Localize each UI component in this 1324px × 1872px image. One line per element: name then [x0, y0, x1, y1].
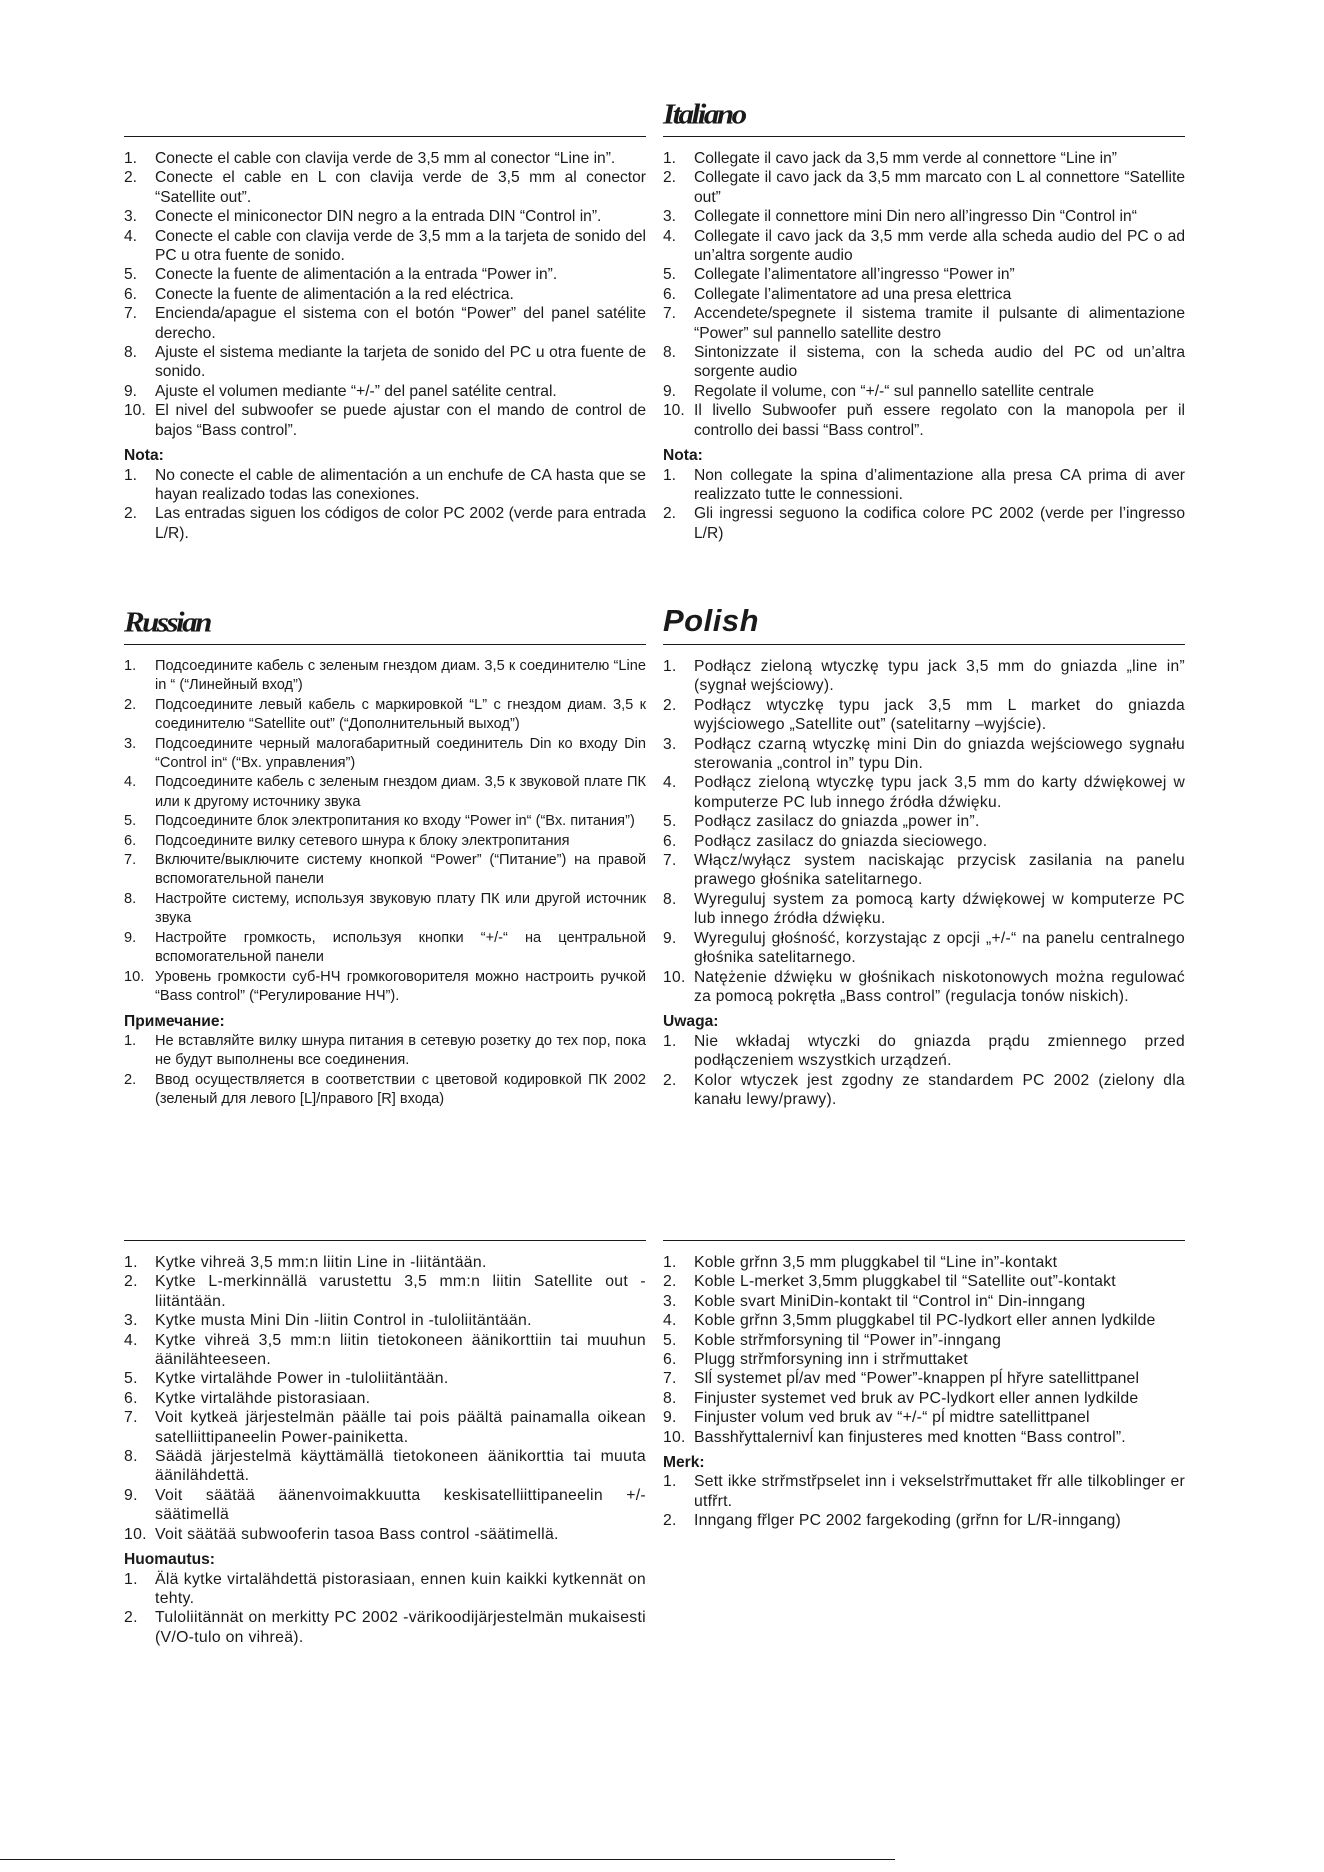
list-item: [663, 968, 1185, 1007]
item-text: Koble L-merket 3,5mm pluggkabel til “Satellite out”-kontakt: [694, 1273, 1116, 1291]
item-number: 9.: [663, 929, 677, 947]
note-list: [124, 466, 646, 544]
list-item: [124, 382, 646, 401]
note-heading: Примечание:: [124, 1013, 225, 1031]
item-text: Kolor wtyczek jest zgodny ze standardem PC 2002 (zielony dla kanału lewy/prawy).: [694, 1071, 1185, 1108]
item-number: 2.: [663, 505, 677, 523]
list-item: [124, 851, 646, 890]
list-item: [663, 1311, 1185, 1330]
item-text: Finjuster volum ved bruk av “+/-“ pĺ midtre satellittpanel: [694, 1409, 1090, 1427]
note-heading: Huomautus:: [124, 1551, 215, 1569]
note-list: [124, 1032, 646, 1110]
item-number: 1.: [663, 1032, 677, 1050]
item-number: 4.: [124, 1331, 138, 1349]
item-number: 10.: [663, 968, 686, 986]
list-item: [124, 207, 646, 226]
note-item: [124, 466, 646, 505]
note-heading: Uwaga:: [663, 1013, 719, 1031]
item-text: Уровень громкости суб-НЧ громкоговорителя можно настроить ручкой “Bass control” (“Регулирование НЧ”).: [155, 968, 646, 1004]
note-list: [663, 1032, 1185, 1110]
section-rule: [124, 136, 646, 137]
list-item: [124, 1311, 646, 1330]
italian-section: [663, 97, 1185, 543]
item-number: 7.: [124, 305, 138, 323]
item-number: 5.: [663, 1331, 677, 1349]
item-text: Kytke virtalähde Power in -tuloliitäntään.: [155, 1370, 449, 1388]
item-number: 10.: [124, 402, 146, 420]
item-text: Podłącz zieloną wtyczkę typu jack 3,5 mm do karty dźwiękowej w komputerze PC lub innego źródła dźwięku.: [694, 774, 1185, 811]
item-text: Voit säätää äänenvoimakkuutta keskisatelliittipaneelin +/- säätimellä: [155, 1486, 646, 1524]
item-text: Koble svart MiniDin-kontakt til “Control in“ Din-inngang: [694, 1292, 1086, 1310]
list-item: [663, 1389, 1185, 1408]
list-item: [124, 1253, 646, 1272]
item-number: 1.: [124, 466, 138, 484]
item-number: 10.: [663, 402, 685, 420]
item-text: Älä kytke virtalähdettä pistorasiaan, ennen kuin kaikki kytkennät on tehty.: [155, 1570, 646, 1607]
list-item: [124, 1331, 646, 1370]
list-item: [663, 401, 1185, 440]
section-rule: [663, 1240, 1185, 1241]
item-number: 2.: [124, 505, 138, 523]
item-number: 5.: [663, 813, 677, 831]
item-text: Настройте систему, используя звуковую плату ПК или другой источник звука: [155, 890, 646, 927]
list-item: [124, 343, 646, 382]
section-title: Russian: [124, 605, 210, 638]
item-number: 1.: [124, 1032, 137, 1049]
item-number: 10.: [124, 968, 145, 985]
item-text: Kytke virtalähde pistorasiaan.: [155, 1389, 371, 1407]
item-text: Не вставляйте вилку шнура питания в сетевую розетку до тех пор, пока не будут выполнены все соединения.: [155, 1032, 646, 1069]
section-rule: [663, 136, 1185, 137]
item-text: Kytke musta Mini Din -liitin Control in -tuloliitäntään.: [155, 1312, 532, 1330]
item-number: 6.: [663, 285, 677, 303]
instruction-list: [124, 657, 646, 1006]
item-text: Подсоедините черный малогабаритный соединитель Din ко входу Din “Control in“ (“Вх. управления”): [155, 735, 646, 772]
item-text: Collegate il cavo jack da 3,5 mm marcato con L al connettore “Satellite out”: [694, 169, 1185, 206]
spanish-section: [124, 136, 646, 543]
list-item: [663, 168, 1185, 207]
item-number: 6.: [124, 1389, 138, 1407]
item-number: 1.: [124, 1254, 138, 1271]
note-item: [663, 1071, 1185, 1110]
item-number: 3.: [663, 735, 677, 753]
item-text: Sintonizzate il sistema, con la scheda audio del PC od un’altra sorgente audio: [694, 344, 1185, 381]
item-text: Inngang fřlger PC 2002 fargekoding (grřnn for L/R-inngang): [694, 1512, 1121, 1530]
note-list: [663, 466, 1185, 544]
item-number: 5.: [124, 266, 138, 284]
list-item: [663, 343, 1185, 382]
item-text: Basshřyttalernivĺ kan finjusteres med knotten “Bass control”.: [694, 1428, 1126, 1446]
item-text: Voit säätää subwooferin tasoa Bass control -säätimellä.: [155, 1525, 559, 1543]
list-item: [663, 382, 1185, 401]
item-text: Il livello Subwoofer puň essere regolato con la manopola per il controllo dei bassi “Bass control”.: [694, 402, 1185, 439]
item-text: Подсоедините блок электропитания ко входу “Power in“ (“Вх. питания”): [155, 813, 635, 830]
item-text: Ввод осуществляется в соответствии с цветовой кодировкой ПК 2002 (зеленый для левого [L]/правого [R] входа): [155, 1071, 646, 1107]
item-text: Podłącz zasilacz do gniazda sieciowego.: [694, 832, 988, 850]
item-number: 8.: [663, 344, 677, 362]
item-number: 2.: [663, 1071, 677, 1089]
item-number: 9.: [663, 1409, 677, 1427]
item-number: 2.: [124, 1273, 138, 1291]
item-text: Sett ikke strřmstřpselet inn i vekselstrřmuttaket fřr alle tilkoblinger er utfřrt.: [694, 1473, 1185, 1510]
item-text: Collegate l’alimentatore all’ingresso “Power in”: [694, 266, 1015, 284]
list-item: [124, 657, 646, 696]
item-number: 2.: [124, 169, 138, 187]
note-heading: Nota:: [663, 447, 703, 465]
item-text: Encienda/apague el sistema con el botón “Power” del panel satélite derecho.: [155, 305, 646, 342]
item-number: 8.: [663, 1389, 677, 1407]
item-text: Wyreguluj głośność, korzystając z opcji „+/-“ na panelu centralnego głośnika satelitarnego.: [694, 929, 1185, 967]
list-item: [124, 265, 646, 284]
norwegian-section: [663, 1240, 1185, 1531]
item-text: Koble strřmforsyning til “Power in”-inngang: [694, 1331, 1002, 1349]
list-item: [663, 929, 1185, 968]
item-text: Gli ingressi seguono la codifica colore PC 2002 (verde per l’ingresso L/R): [694, 505, 1185, 542]
item-text: Подсоедините левый кабель с маркировкой “L” с гнездом диам. 3,5 к соединителю “Satellite out” (“Дополнительный выход”): [155, 696, 646, 733]
list-item: [663, 285, 1185, 304]
note-item: [124, 1608, 646, 1647]
list-item: [663, 1331, 1185, 1350]
list-item: [663, 1350, 1185, 1369]
item-number: 3.: [663, 1292, 677, 1310]
list-item: [124, 1447, 646, 1486]
list-item: [124, 832, 646, 851]
item-number: 2.: [124, 1609, 138, 1627]
item-text: Настройте громкость, используя кнопки “+/-“ на центральной вспомогательной панели: [155, 929, 646, 966]
item-number: 7.: [663, 852, 677, 870]
list-item: [663, 1428, 1185, 1447]
note-heading: Merk:: [663, 1454, 705, 1472]
item-text: Wyreguluj system za pomocą karty dźwiękowej w komputerze PC lub innego źródła dźwięku.: [694, 890, 1185, 928]
note-item: [663, 466, 1185, 505]
list-item: [663, 832, 1185, 851]
list-item: [124, 773, 646, 812]
instruction-list: [124, 1253, 646, 1544]
list-item: [124, 1272, 646, 1311]
list-item: [663, 812, 1185, 831]
note-item: [124, 1570, 646, 1609]
item-text: Conecte el cable con clavija verde de 3,5 mm al conector “Line in”.: [155, 150, 616, 167]
item-number: 2.: [663, 696, 677, 714]
list-item: [663, 851, 1185, 890]
item-number: 10.: [663, 1428, 686, 1446]
item-text: Conecte la fuente de alimentación a la entrada “Power in”.: [155, 266, 558, 284]
item-number: 4.: [663, 1312, 677, 1330]
item-text: Voit kytkeä järjestelmän päälle tai pois päältä painamalla oikean satelliittipaneelin Power-painiketta.: [155, 1409, 646, 1446]
item-number: 7.: [663, 1370, 677, 1388]
item-text: Finjuster systemet ved bruk av PC-lydkort eller annen lydkilde: [694, 1389, 1139, 1407]
item-text: Ajuste el sistema mediante la tarjeta de sonido del PC u otra fuente de sonido.: [155, 344, 646, 381]
item-text: Slĺ systemet pĺ/av med “Power”-knappen pĺ hřyre satellittpanel: [694, 1370, 1140, 1388]
item-number: 4.: [124, 774, 137, 791]
footer-rule: [0, 1859, 895, 1860]
list-item: [124, 696, 646, 735]
list-item: [663, 1369, 1185, 1388]
instruction-list: [663, 1253, 1185, 1447]
list-item: [124, 401, 646, 440]
note-list: [124, 1570, 646, 1648]
list-item: [124, 285, 646, 304]
item-number: 5.: [124, 813, 137, 830]
instruction-list: [663, 149, 1185, 440]
item-number: 1.: [663, 150, 677, 167]
item-text: Las entradas siguen los códigos de color PC 2002 (verde para entrada L/R).: [155, 505, 646, 542]
list-item: [124, 735, 646, 774]
note-item: [124, 1032, 646, 1071]
item-text: Włącz/wyłącz system naciskając przycisk zasilania na panelu prawego głośnika satelitarnego.: [694, 852, 1185, 889]
item-text: Подсоедините кабель с зеленым гнездом диам. 3,5 к звуковой плате ПК или к другому источнику звука: [155, 774, 646, 810]
item-number: 3.: [124, 208, 138, 226]
item-text: Conecte la fuente de alimentación a la red eléctrica.: [155, 285, 514, 303]
item-number: 1.: [663, 1473, 677, 1491]
item-text: Non collegate la spina d’alimentazione alla presa CA prima di aver realizzato tutte le connessioni.: [694, 466, 1185, 503]
list-item: [663, 696, 1185, 735]
item-number: 2.: [124, 696, 137, 713]
list-item: [124, 227, 646, 266]
item-text: Kytke vihreä 3,5 mm:n liitin tietokoneen äänikorttiin tai muuhun äänilähteeseen.: [155, 1331, 646, 1369]
list-item: [124, 168, 646, 207]
list-item: [663, 773, 1185, 812]
item-number: 3.: [663, 208, 677, 226]
polish-section: [663, 603, 1185, 1109]
list-item: [124, 929, 646, 968]
note-item: [663, 1032, 1185, 1071]
item-number: 9.: [124, 382, 138, 400]
list-item: [663, 1253, 1185, 1272]
item-text: Podłącz czarną wtyczkę mini Din do gniazda wejściowego sygnału sterowania „control in” typu Din.: [694, 735, 1185, 773]
item-number: 8.: [124, 1448, 138, 1466]
list-item: [663, 207, 1185, 226]
list-item: [663, 149, 1185, 168]
item-text: Koble grřnn 3,5 mm pluggkabel til “Line in”-kontakt: [694, 1254, 1058, 1271]
list-item: [663, 657, 1185, 696]
item-text: Podłącz wtyczkę typu jack 3,5 mm L market do gniazda wyjściowego „Satellite out” (satelitarny –wyjście).: [694, 696, 1185, 734]
list-item: [663, 1292, 1185, 1311]
item-number: 9.: [124, 929, 137, 946]
item-number: 7.: [124, 1409, 138, 1427]
section-rule: [124, 644, 646, 645]
finnish-section: [124, 1240, 646, 1647]
item-number: 9.: [663, 382, 677, 400]
item-number: 1.: [663, 466, 677, 484]
instruction-list: [663, 657, 1185, 1006]
item-text: Accendete/spegnete il sistema tramite il pulsante di alimentazione “Power” sul pannello satellite destro: [694, 305, 1185, 342]
item-text: Ajuste el volumen mediante “+/-” del panel satélite central.: [155, 382, 557, 400]
item-number: 10.: [124, 1525, 147, 1543]
item-number: 8.: [663, 890, 677, 908]
note-item: [663, 1511, 1185, 1530]
list-item: [663, 227, 1185, 266]
item-text: Подсоедините вилку сетевого шнура к блоку электропитания: [155, 832, 570, 849]
item-text: Collegate l’alimentatore ad una presa elettrica: [694, 285, 1012, 303]
item-text: Conecte el miniconector DIN negro a la entrada DIN “Control in”.: [155, 208, 602, 226]
item-text: Collegate il cavo jack da 3,5 mm verde alla scheda audio del PC o ad un’altra sorgente audio: [694, 227, 1185, 265]
russian-section: [124, 605, 646, 1109]
item-number: 1.: [124, 658, 137, 674]
list-item: [124, 1486, 646, 1525]
list-item: [663, 304, 1185, 343]
item-number: 1.: [663, 1254, 677, 1271]
item-text: Regolate il volume, con “+/-“ sul pannello satellite centrale: [694, 382, 1095, 400]
section-rule: [124, 1240, 646, 1241]
list-item: [663, 265, 1185, 284]
item-number: 6.: [124, 285, 138, 303]
list-item: [124, 1369, 646, 1388]
note-list: [663, 1472, 1185, 1530]
item-number: 2.: [663, 1512, 677, 1530]
list-item: [124, 890, 646, 929]
list-item: [124, 304, 646, 343]
note-item: [663, 504, 1185, 543]
note-item: [124, 1071, 646, 1110]
item-text: Включите/выключите систему кнопкой “Power” (“Питание”) на правой вспомогательной панели: [155, 852, 646, 888]
item-number: 2.: [663, 169, 677, 187]
item-number: 4.: [663, 227, 677, 245]
list-item: [663, 1272, 1185, 1291]
item-number: 5.: [124, 1370, 138, 1388]
item-text: No conecte el cable de alimentación a un enchufe de CA hasta que se hayan realizado todas las conexiones.: [155, 466, 646, 503]
list-item: [663, 735, 1185, 774]
item-number: 3.: [124, 1312, 138, 1330]
section-title: Italiano: [663, 97, 745, 130]
item-number: 8.: [124, 890, 137, 907]
item-number: 8.: [124, 344, 138, 362]
list-item: [124, 149, 646, 168]
note-item: [663, 1472, 1185, 1511]
item-text: Podłącz zasilacz do gniazda „power in”.: [694, 813, 980, 831]
item-number: 1.: [663, 658, 677, 675]
list-item: [663, 890, 1185, 929]
list-item: [124, 1389, 646, 1408]
item-text: Koble grřnn 3,5mm pluggkabel til PC-lydkort eller annen lydkilde: [694, 1312, 1156, 1330]
item-text: Säädä järjestelmä käyttämällä tietokoneen äänikorttia tai muuta äänilähdettä.: [155, 1448, 646, 1485]
item-text: Collegate il connettore mini Din nero all’ingresso Din “Control in“: [694, 208, 1137, 226]
item-number: 6.: [663, 832, 677, 850]
item-text: El nivel del subwoofer se puede ajustar con el mando de control de bajos “Bass control”.: [155, 402, 646, 439]
item-text: Plugg strřmforsyning inn i strřmuttaket: [694, 1351, 968, 1369]
item-text: Kytke vihreä 3,5 mm:n liitin Line in -liitäntään.: [155, 1254, 487, 1271]
list-item: [663, 1408, 1185, 1427]
item-number: 3.: [124, 735, 137, 752]
item-number: 7.: [663, 305, 677, 323]
item-text: Natężenie dźwięku w głośnikach niskotonowych można regulować za pomocą pokrętła „Bass control” (regulacja tonów niskich).: [694, 968, 1185, 1005]
item-text: Conecte el cable en L con clavija verde de 3,5 mm al conector “Satellite out”.: [155, 169, 646, 206]
item-number: 7.: [124, 852, 137, 869]
list-item: [124, 1525, 646, 1544]
item-text: Podłącz zieloną wtyczkę typu jack 3,5 mm do gniazda „line in” (sygnał wejściowy).: [694, 658, 1185, 695]
item-number: 5.: [663, 266, 677, 284]
item-number: 4.: [124, 227, 138, 245]
item-number: 2.: [663, 1273, 677, 1291]
item-text: Nie wkładaj wtyczki do gniazda prądu zmiennego przed podłączeniem wszystkich urządzeń.: [694, 1032, 1185, 1070]
list-item: [124, 1408, 646, 1447]
item-text: Tuloliitännät on merkitty PC 2002 -värikoodijärjestelmän mukaisesti (V/O-tulo on vihreä).: [155, 1609, 646, 1646]
item-text: Conecte el cable con clavija verde de 3,5 mm a la tarjeta de sonido del PC u otra fuente de sonido.: [155, 227, 646, 265]
item-number: 9.: [124, 1486, 138, 1504]
item-number: 6.: [124, 832, 137, 849]
item-number: 4.: [663, 774, 677, 792]
list-item: [124, 812, 646, 831]
item-number: 1.: [124, 1570, 138, 1588]
note-heading: Nota:: [124, 447, 164, 465]
item-number: 2.: [124, 1071, 137, 1088]
item-text: Подсоедините кабель с зеленым гнездом диам. 3,5 к соединителю “Line in “ (“Линейный вход”): [155, 658, 646, 694]
item-text: Kytke L-merkinnällä varustettu 3,5 mm:n liitin Satellite out -liitäntään.: [155, 1273, 646, 1310]
section-title: Polish: [663, 603, 760, 638]
instruction-list: [124, 149, 646, 440]
item-number: 1.: [124, 150, 138, 167]
note-item: [124, 504, 646, 543]
item-text: Collegate il cavo jack da 3,5 mm verde al connettore “Line in”: [694, 150, 1117, 167]
item-number: 6.: [663, 1351, 677, 1369]
section-rule: [663, 644, 1185, 645]
list-item: [124, 968, 646, 1007]
